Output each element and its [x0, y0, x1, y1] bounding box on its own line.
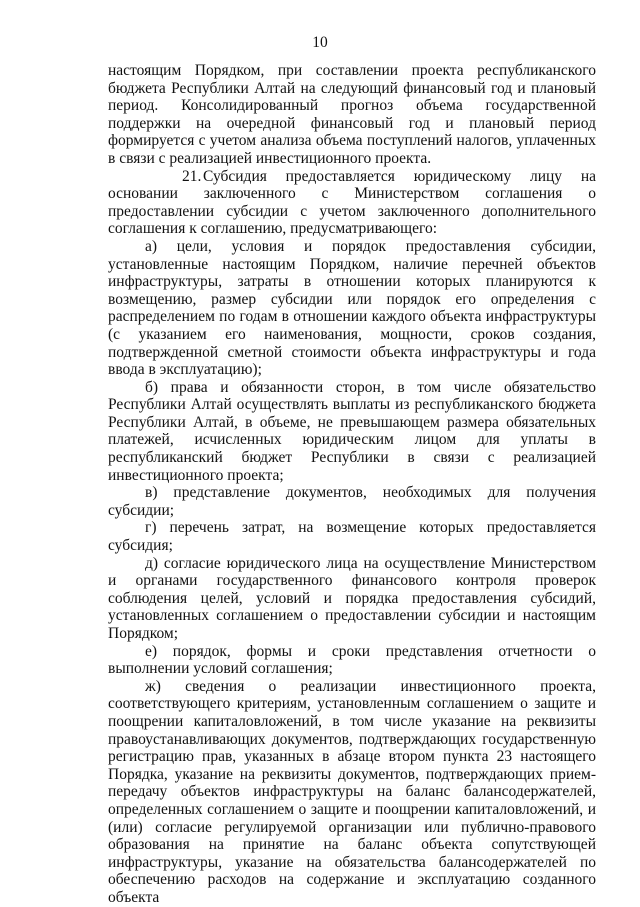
- list-item-d: д) согласие юридического лица на осуществление Министерством и органами государственного финансового контроля проверок соблюдения целей, условий и порядка предоставления субсидий, установленных соглашением о предоставлении субсидии и настоящим Порядком;: [108, 554, 596, 642]
- clause-21-text: Субсидия предоставляется юридическому лицу на основании заключенного с Министерством соглашения о предоставлении субсидии с учетом заключенного дополнительного соглашения к соглашению, предусматривающего:: [108, 167, 596, 238]
- list-item-a: а) цели, условия и порядок предоставления субсидии, установленные настоящим Порядком, наличие перечней объектов инфраструктуры, затраты в отношении которых планируются к возмещению, размер субсидии или порядок его определения с распределением по годам в отношении каждого объекта инфраструктуры (с указанием его наименования, мощности, сроков создания, подтвержденной сметной стоимости объекта инфраструктуры и года ввода в эксплуатацию);: [108, 237, 596, 379]
- list-item-e: е) порядок, формы и сроки представления отчетности о выполнении условий соглашения;: [108, 642, 596, 678]
- paragraph-continuation: настоящим Порядком, при составлении проекта республиканского бюджета Республики Алтай на следующий финансовый год и плановый период. Консолидированный прогноз объема государственной поддержки на очередной финансовый год и плановый период формируется с учетом анализа объема поступлений налогов, уплаченных в связи с реализацией инвестиционного проекта.: [108, 62, 596, 167]
- list-item-b: б) права и обязанности сторон, в том числе обязательство Республики Алтай осуществлять выплаты из республиканского бюджета Республики Алтай, в объеме, не превышающем размера обязательных платежей, исчисленных юридическим лицом для уплаты в республиканский бюджет Республики в связи с реализацией инвестиционного проекта;: [108, 378, 596, 484]
- list-item-g: г) перечень затрат, на возмещение которых предоставляется субсидия;: [108, 519, 596, 555]
- paragraph-clause-21: [108, 168, 596, 238]
- document-body: [108, 62, 596, 907]
- page-number: 10: [312, 34, 328, 51]
- list-item-v: в) представление документов, необходимых для получения субсидии;: [108, 484, 596, 519]
- clause-number: 21.: [182, 167, 202, 185]
- list-item-zh: ж) сведения о реализации инвестиционного проекта, соответствующего критериям, установленным соглашением о защите и поощрении капиталовложений, в том числе указание на реквизиты правоустанавливающих документов, подтверждающих государственную регистрацию прав, указанных в абзаце втором пункта 23 настоящего Порядка, указание на реквизиты документов, подтверждающих прием-передачу объектов инфраструктуры на баланс балансодержателей, определенных соглашением о защите и поощрении капиталовложений, и (или) согласие регулируемой организации или публично-правового образования на принятие на баланс объекта сопутствующей инфраструктуры, указание на обязательства балансодержателей по обеспечению расходов на содержание и эксплуатацию созданного объекта: [108, 677, 596, 906]
